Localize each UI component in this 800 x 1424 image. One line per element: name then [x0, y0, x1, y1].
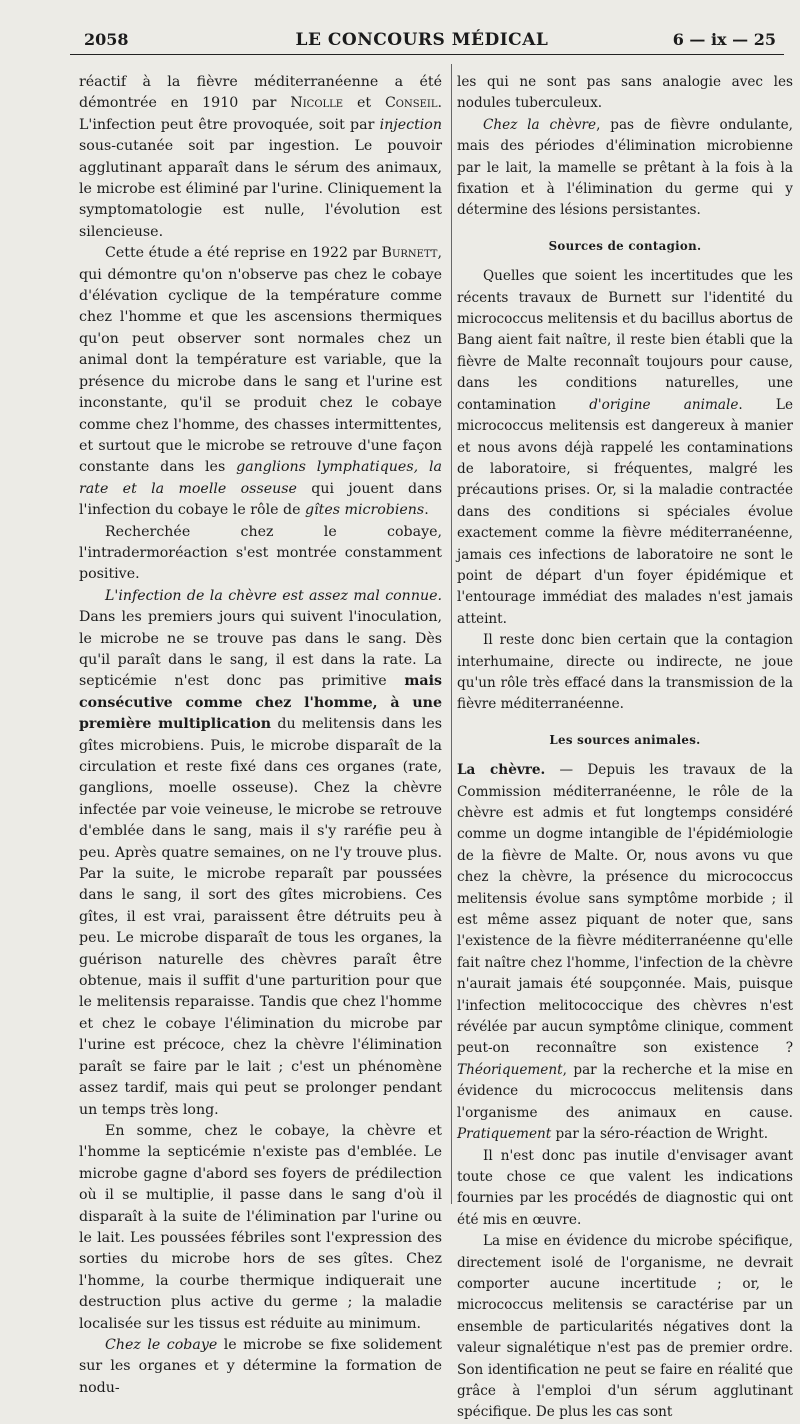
paragraph: Recherchée chez le cobaye, l'intradermoréaction s'est montrée constamment positive.	[79, 523, 442, 583]
paragraph: Chez la chèvre, pas de fièvre ondulante, mais des périodes d'élimination microbienne par le lait, la mamelle se prêtant à la fois à la fixation et à l'élimination du germe qui y détermine des lésions persistantes.	[457, 116, 793, 219]
author-name: Burnett	[381, 245, 438, 262]
paragraph: Cette étude a été reprise en 1922 par Burnett, qui démontre qu'on n'observe pas chez le cobaye d'élévation cyclique de la température comme chez l'homme et que les ascensions thermiques qu'on peut observer sont normales chez un animal dont la température est variable, que la présence du microbe dans le sang et l'urine est inconstante, qu'il se produit chez le cobaye comme chez l'homme, des chasses intermittentes, et surtout que le microbe se retrouve d'une façon constante dans les ganglions lymphatiques, la rate et la moelle osseuse qui jouent dans l'infection du cobaye le rôle de gîtes microbiens.	[79, 245, 442, 519]
paragraph: Il reste donc bien certain que la contagion interhumaine, directe ou indirecte, ne joue qu'un rôle très effacé dans la transmission de la fièvre méditerranéenne.	[457, 632, 793, 713]
paragraph: Il n'est donc pas inutile d'envisager avant toute chose ce que valent les indications fournies par les procédés de diagnostic qui ont été mis en œuvre.	[457, 1147, 793, 1228]
page-number: 2058	[84, 30, 129, 49]
paragraph: La mise en évidence du microbe spécifique, directement isolé de l'organisme, ne devrait comporter aucune incertitude ; or, le micrococcus melitensis se caractérise par un ensemble de particularités négatives dont la valeur signalétique n'est pas de premier ordre. Son identification ne peut se faire en réalité que grâce à l'emploi d'un sérum agglutinant spécifique. De plus les cas sont	[457, 1233, 793, 1421]
issue-date: 6 — ix — 25	[672, 30, 776, 49]
author-name: Nicolle	[290, 95, 344, 112]
author-name: Conseil	[384, 95, 438, 112]
paragraph: L'infection de la chèvre est assez mal connue. Dans les premiers jours qui suivent l'inoculation, le microbe ne se trouve pas dans le sang. Dès qu'il paraît dans le sang, il est dans la rate. La septicémie n'est donc pas primitive mais consécutive comme chez l'homme, à une première multiplication du melitensis dans les gîtes microbiens. Puis, le microbe disparaît de la circulation et reste fixé dans ces organes (rate, ganglions, moelle osseuse). Chez la chèvre infectée par voie veineuse, le microbe se retrouve d'emblée dans le sang, mais il s'y raréfie peu à peu. Après quatre semaines, on ne l'y trouve plus. Par la suite, le microbe reparaît par poussées dans le sang, il sort des gîtes microbiens. Ces gîtes, il est vrai, paraissent être détruits peu à peu. Le microbe disparaît de tous les organes, la guérison naturelle des chèvres paraît être obtenue, mais il suffit d'une parturition pour que le melitensis reparaisse. Tandis que chez l'homme et chez le cobaye l'élimination du microbe par l'urine est précoce, chez la chèvre l'élimination paraît se faire par le lait ; c'est un phénomène assez tardif, mais qui peut se prolonger pendant un temps très long.	[79, 587, 442, 1118]
paragraph: réactif à la fièvre méditerranéenne a été démontrée en 1910 par Nicolle et Conseil. L'infection peut être provoquée, soit par injection sous-cutanée soit par ingestion. Le pouvoir agglutinant apparaît dans le sérum des animaux, le microbe est éliminé par l'urine. Cliniquement la symptomatologie est nulle, l'évolution est silencieuse.	[79, 74, 442, 240]
paragraph: Chez le cobaye le microbe se fixe solidement sur les organes et y détermine la formation de nodu-	[79, 1336, 442, 1396]
paragraph: En somme, chez le cobaye, la chèvre et l'homme la septicémie n'existe pas d'emblée. Le microbe gagne d'abord ses foyers de prédilection où il se multiplie, il passe dans le sang d'où il disparaît à la suite de l'élimination par l'urine ou le lait. Les poussées fébriles sont l'expression des sorties du microbe hors de ses gîtes. Chez l'homme, la courbe thermique indiquerait une destruction plus active du germe ; la maladie localisée sur les tissus est réduite au minimum.	[79, 1122, 442, 1332]
journal-title: LE CONCOURS MÉDICAL	[295, 30, 549, 50]
paragraph: La chèvre. — Depuis les travaux de la Commission méditerranéenne, le rôle de la chèvre est admis et fut longtemps considéré comme un dogme intangible de l'épidémiologie de la fièvre de Malte. Or, nous avons vu que chez la chèvre, la présence du micrococcus melitensis évolue sans symptôme morbide ; il est même assez piquant de noter que, sans l'existence de la fièvre méditerranéenne qu'elle fait naître chez l'homme, l'infection de la chèvre n'aurait jamais été soupçonnée. Mais, puisque l'infection melitococcique des chèvres n'est révélée par aucun symptôme clinique, comment peut-on reconnaître son existence ? Théoriquement, par la recherche et la mise en évidence du micrococcus melitensis dans l'organisme des animaux en cause. Pratiquement par la séro-réaction de Wright.	[457, 762, 793, 1143]
paragraph: Quelles que soient les incertitudes que les récents travaux de Burnett sur l'identité du micrococcus melitensis et du bacillus abortus de Bang aient fait naître, il reste bien établi que la fièvre de Malte reconnaît toujours pour cause, dans les conditions naturelles, une contamination d'origine animale. Le micrococcus melitensis est dangereux à manier et nous avons déjà rappelé les contaminations de laboratoire, si fréquentes, malgré les précautions prises. Or, si la maladie contractée dans des conditions si spéciales évolue exactement comme la fièvre méditerranéenne, jamais ces infections de laboratoire ne sont le point de départ d'un foyer épidémique et l'entourage immédiat des malades n'est jamais atteint.	[457, 268, 794, 627]
column-divider	[451, 64, 452, 1204]
running-header	[70, 28, 784, 55]
left-column	[79, 72, 442, 1399]
section-heading: Sources de contagion.	[548, 238, 702, 253]
paragraph: les qui ne sont pas sans analogie avec les nodules tuberculeux.	[457, 74, 793, 112]
right-column	[457, 72, 793, 1424]
section-heading: Les sources animales.	[549, 732, 701, 747]
